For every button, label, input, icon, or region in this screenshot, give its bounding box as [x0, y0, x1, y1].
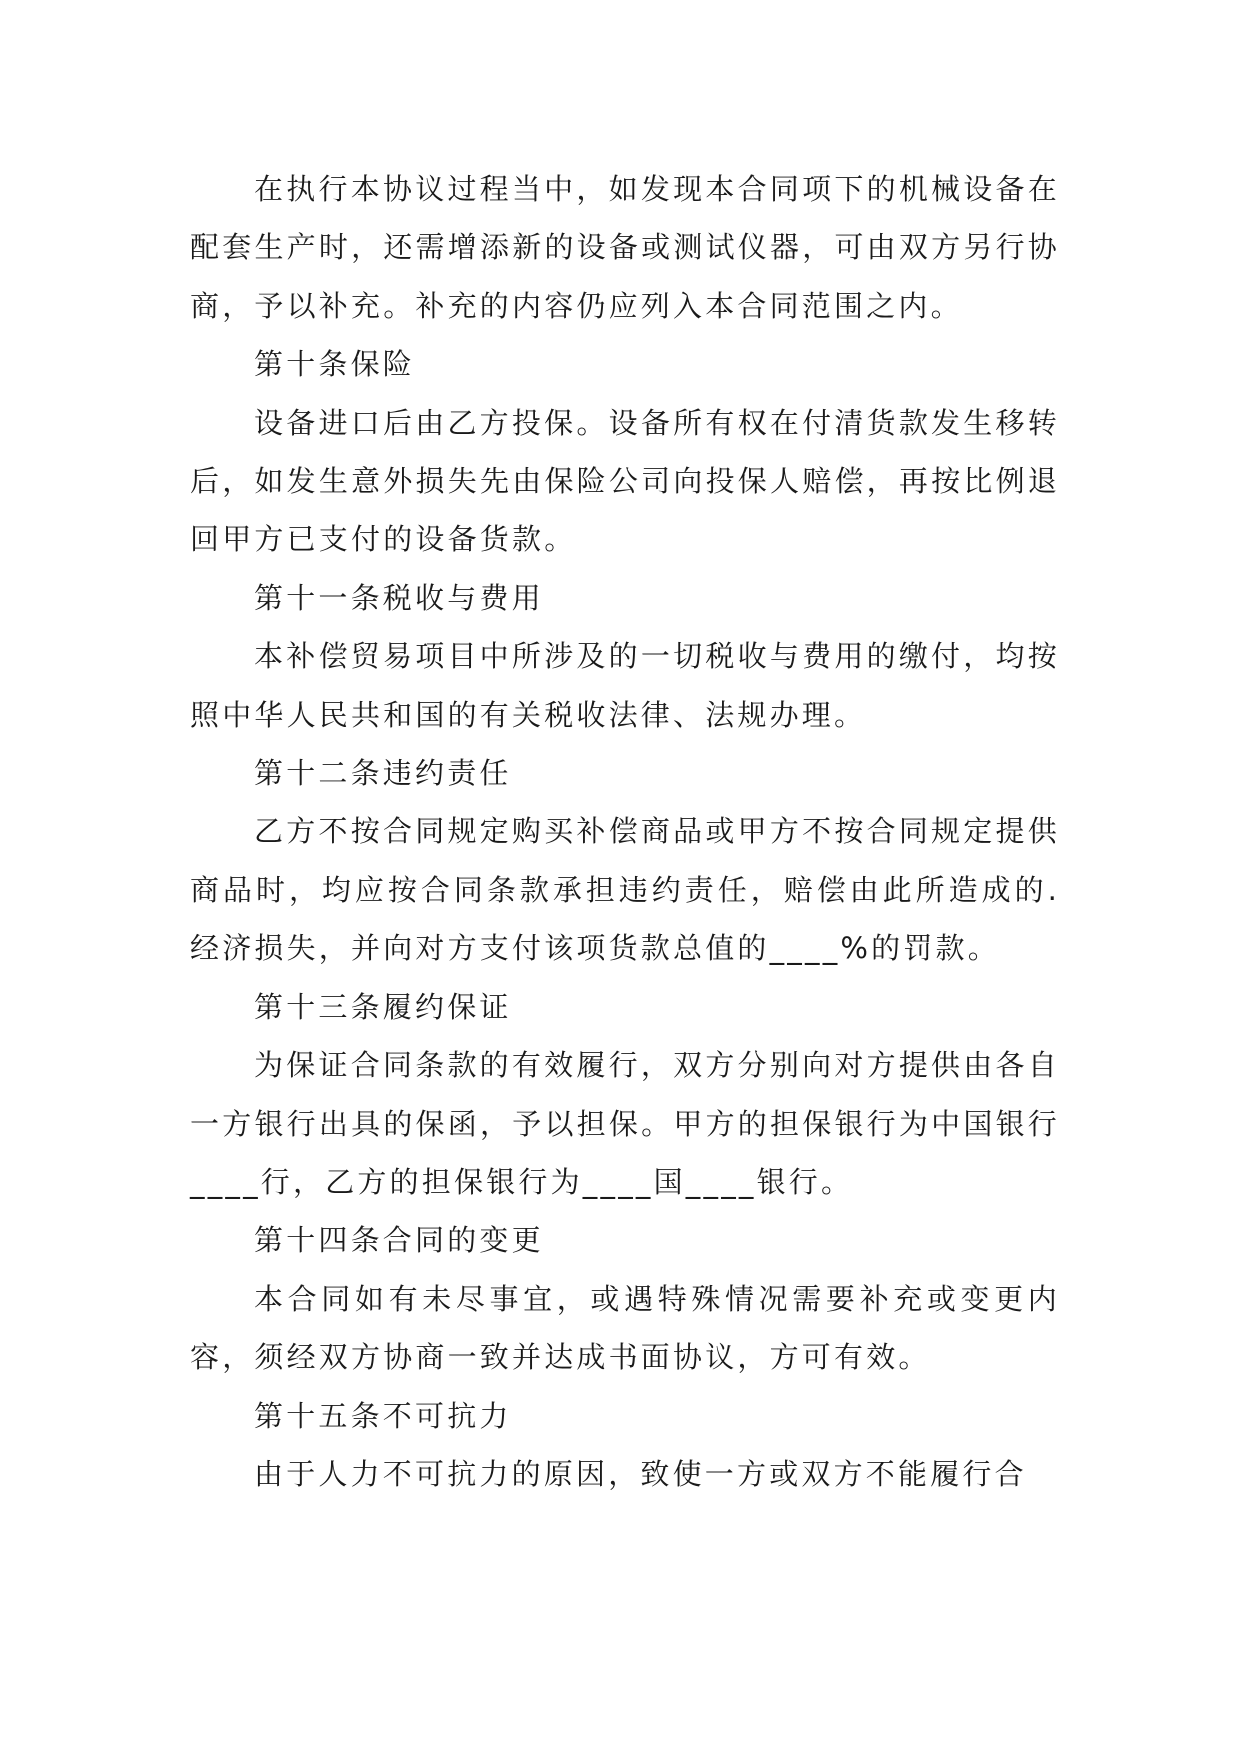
paragraph-insurance: 设备进口后由乙方投保。设备所有权在付清货款发生移转后，如发生意外损失先由保险公司向投保人赔偿，再按比例退回甲方已支付的设备货款。: [190, 405, 1060, 557]
heading-article-11-taxes-fees: 第十一条税收与费用: [254, 580, 544, 615]
heading-article-14-contract-modification: 第十四条合同的变更: [254, 1223, 544, 1258]
heading-article-10-insurance: 第十条保险: [254, 347, 416, 382]
document-body: [190, 160, 1060, 1503]
paragraph-taxes-fees: 本补偿贸易项目中所涉及的一切税收与费用的缴付，均按照中华人民共和国的有关税收法律、法规办理。: [190, 639, 1060, 732]
heading-article-13-performance-guarantee: 第十三条履约保证: [254, 989, 512, 1024]
paragraph-equipment-supplement: 在执行本协议过程当中，如发现本合同项下的机械设备在配套生产时，还需增添新的设备或测试仪器，可由双方另行协商，予以补充。补充的内容仍应列入本合同范围之内。: [190, 172, 1060, 323]
paragraph-performance-guarantee: 为保证合同条款的有效履行，双方分别向对方提供由各自一方银行出具的保函，予以担保。甲方的担保银行为中国银行____行，乙方的担保银行为____国____银行。: [190, 1048, 1060, 1199]
paragraph-force-majeure: 由于人力不可抗力的原因，致使一方或双方不能履行合: [254, 1456, 1027, 1491]
heading-article-15-force-majeure: 第十五条不可抗力: [254, 1398, 512, 1433]
paragraph-breach-liability: 乙方不按合同规定购买补偿商品或甲方不按合同规定提供商品时，均应按合同条款承担违约责任，赔偿由此所造成的.经济损失，并向对方支付该项货款总值的____%的罚款。: [190, 814, 1060, 966]
heading-article-12-breach-liability: 第十二条违约责任: [254, 756, 512, 791]
paragraph-contract-modification: 本合同如有未尽事宜，或遇特殊情况需要补充或变更内容，须经双方协商一致并达成书面协议，方可有效。: [190, 1281, 1060, 1375]
